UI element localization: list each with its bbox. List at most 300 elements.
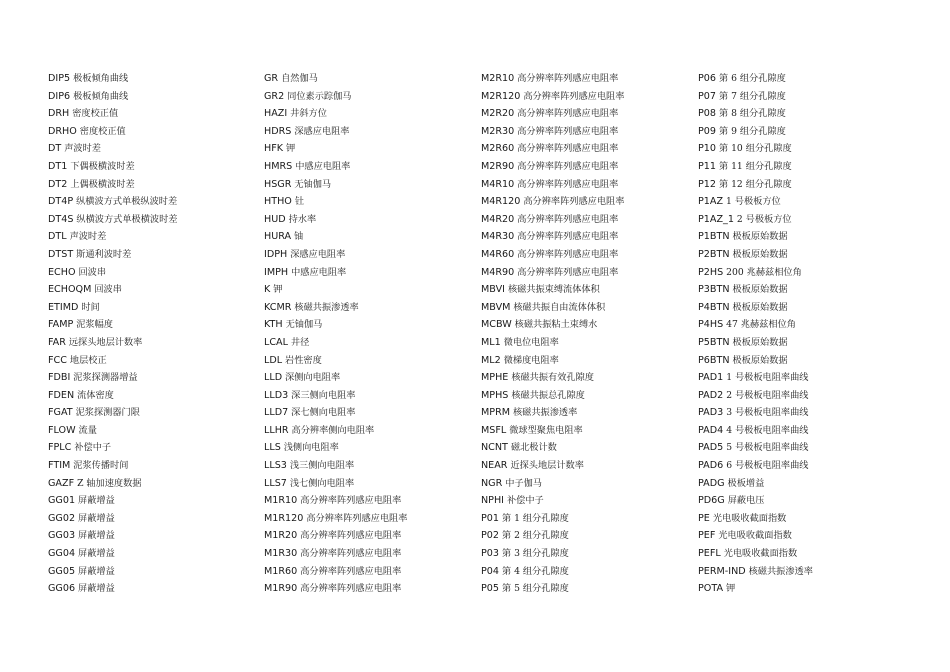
glossary-entry [481, 580, 696, 598]
curve-description: 1 号极板电阻率曲线 [726, 372, 809, 384]
curve-code: GR [264, 73, 279, 84]
curve-description: 自然伽马 [281, 73, 318, 84]
curve-code: M4R30 [481, 231, 515, 243]
curve-description: 钾 [725, 583, 736, 595]
curve-code: DIP5 [48, 73, 71, 84]
curve-description: 无铀伽马 [294, 178, 332, 190]
glossary-entry [698, 246, 913, 264]
glossary-entry [264, 123, 479, 141]
curve-code: P12 [698, 178, 716, 190]
curve-description: 屏蔽增益 [78, 530, 115, 542]
curve-code: MBVM [481, 301, 511, 313]
glossary-entry [264, 158, 479, 176]
glossary-entry [698, 404, 913, 422]
curve-description: 极板增益 [727, 477, 765, 489]
curve-code: M1R90 [264, 583, 298, 595]
curve-description: 下偶极横波时差 [70, 160, 135, 172]
curve-description: 4 号极板电阻率曲线 [726, 424, 809, 436]
glossary-entry [48, 193, 263, 211]
curve-code: NGR [481, 477, 503, 489]
curve-description: 屏蔽增益 [78, 512, 115, 524]
glossary-entry [48, 369, 263, 387]
curve-code: PERM-IND [698, 565, 746, 577]
glossary-entry [698, 545, 913, 563]
curve-code: PD6G [698, 495, 725, 507]
curve-code: P10 [698, 143, 716, 155]
glossary-entry [264, 352, 479, 370]
curve-description: 极板原始数据 [732, 284, 788, 296]
curve-description: 极板原始数据 [732, 354, 788, 366]
curve-description: Z 轴加速度数据 [77, 477, 142, 489]
curve-code: ECHO [48, 266, 76, 278]
glossary-entry [48, 387, 263, 405]
glossary-entry [264, 88, 479, 106]
glossary-entry [264, 140, 479, 158]
glossary-entry [698, 176, 913, 194]
glossary-entry [481, 439, 696, 457]
glossary-entry [481, 334, 696, 352]
curve-code: HFK [264, 143, 284, 155]
curve-description: 补偿中子 [74, 442, 112, 454]
curve-description: 高分辨率阵列感应电阻率 [517, 160, 619, 172]
glossary-entry [264, 264, 479, 282]
glossary-column-2 [264, 70, 479, 598]
curve-description: 近探头地层计数率 [510, 460, 584, 472]
curve-code: HMRS [264, 160, 293, 172]
glossary-entry [264, 193, 479, 211]
curve-description: 光电吸收截面指数 [712, 512, 787, 524]
glossary-entry [264, 70, 479, 88]
glossary-entry [481, 527, 696, 545]
curve-description: 第 5 组分孔隙度 [501, 583, 569, 595]
curve-description: 无铀伽马 [285, 319, 323, 331]
glossary-entry [698, 439, 913, 457]
curve-code: PAD6 [698, 460, 724, 472]
curve-code: PAD5 [698, 442, 724, 454]
glossary-entry [481, 369, 696, 387]
curve-description: 高分辨率侧向电阻率 [291, 424, 375, 436]
glossary-entry [48, 580, 263, 598]
curve-description: 浅七侧向电阻率 [289, 477, 355, 489]
curve-code: LCAL [264, 336, 288, 348]
curve-code: HUD [264, 213, 286, 225]
curve-description: 第 4 组分孔隙度 [501, 565, 569, 577]
curve-code: FLOW [48, 424, 76, 436]
curve-code: FAR [48, 336, 66, 348]
glossary-entry [698, 563, 913, 581]
curve-description: 中感应电阻率 [295, 160, 351, 172]
curve-code: DT4P [48, 196, 74, 208]
glossary-entry [264, 475, 479, 493]
glossary-entry [48, 475, 263, 493]
curve-code: GG03 [48, 530, 76, 542]
curve-code: M2R20 [481, 108, 515, 120]
curve-code: P4BTN [698, 301, 730, 313]
curve-code: GR2 [264, 90, 285, 102]
glossary-entry [48, 158, 263, 176]
curve-code: GG04 [48, 548, 76, 560]
curve-code: FAMP [48, 319, 74, 331]
glossary-entry [481, 404, 696, 422]
curve-description: 第 12 组分孔隙度 [718, 178, 792, 190]
curve-code: LLD7 [264, 407, 289, 419]
curve-description: 中子伽马 [505, 477, 542, 489]
curve-description: 时间 [81, 301, 100, 313]
glossary-entry [698, 527, 913, 545]
curve-code: KCMR [264, 301, 292, 313]
curve-description: 密度校正值 [79, 125, 126, 137]
glossary-entry [48, 457, 263, 475]
glossary-entry [698, 475, 913, 493]
curve-description: 上偶极横波时差 [70, 178, 135, 190]
glossary-entry [264, 563, 479, 581]
glossary-entry [481, 299, 696, 317]
glossary-entry [698, 105, 913, 123]
glossary-entry [698, 281, 913, 299]
curve-description: 钍 [294, 196, 304, 208]
glossary-entry [698, 88, 913, 106]
glossary-entry [48, 563, 263, 581]
glossary-entry [264, 281, 479, 299]
curve-code: LDL [264, 354, 283, 366]
glossary-entry [481, 105, 696, 123]
glossary-entry [481, 316, 696, 334]
glossary-entry [481, 123, 696, 141]
curve-description: 声波时差 [64, 143, 101, 155]
curve-description: 地层校正 [69, 354, 107, 366]
curve-code: FTIM [48, 460, 71, 472]
curve-code: DTST [48, 248, 74, 260]
curve-description: 3 号极板电阻率曲线 [726, 407, 809, 419]
curve-description: 钾 [286, 143, 296, 155]
curve-code: P2BTN [698, 248, 730, 260]
curve-description: 核磁共振自由流体体积 [513, 301, 606, 313]
curve-description: 高分辨率阵列感应电阻率 [300, 565, 402, 577]
glossary-entry [48, 246, 263, 264]
curve-description: 泥浆传播时间 [73, 460, 129, 472]
curve-code: M4R10 [481, 178, 515, 190]
curve-code: FCC [48, 354, 67, 366]
curve-description: 200 兆赫兹相位角 [726, 266, 802, 278]
curve-code: P6BTN [698, 354, 730, 366]
curve-code: DRH [48, 108, 70, 120]
glossary-entry [481, 193, 696, 211]
glossary-entry [698, 387, 913, 405]
curve-code: P05 [481, 583, 499, 595]
glossary-entry [698, 228, 913, 246]
curve-code: P08 [698, 108, 716, 120]
glossary-entry [481, 176, 696, 194]
curve-code: ECHOQM [48, 284, 92, 296]
curve-code: MPRM [481, 407, 511, 419]
curve-code: FDBI [48, 372, 71, 384]
curve-code: DTL [48, 231, 67, 243]
curve-description: 同位素示踪伽马 [287, 90, 352, 102]
curve-description: 第 11 组分孔隙度 [718, 160, 792, 172]
glossary-entry [48, 404, 263, 422]
curve-code: PE [698, 512, 710, 524]
glossary-entry [48, 140, 263, 158]
glossary-entry [264, 387, 479, 405]
glossary-entry [264, 246, 479, 264]
curve-description: 高分辨率阵列感应电阻率 [300, 583, 402, 595]
curve-code: M2R90 [481, 160, 515, 172]
glossary-entry [481, 281, 696, 299]
curve-description: 远探头地层计数率 [68, 336, 143, 348]
glossary-entry [264, 105, 479, 123]
curve-code: P03 [481, 548, 499, 560]
glossary-column-1 [48, 70, 263, 598]
curve-description: 深三侧向电阻率 [291, 389, 356, 401]
curve-description: 高分辨率阵列感应电阻率 [517, 178, 619, 190]
curve-code: MPHS [481, 389, 509, 401]
curve-code: MPHE [481, 372, 509, 384]
glossary-entry [48, 211, 263, 229]
curve-code: LLD [264, 372, 283, 384]
glossary-entry [481, 475, 696, 493]
curve-code: M4R60 [481, 248, 515, 260]
glossary-entry [264, 334, 479, 352]
curve-code: M4R90 [481, 266, 515, 278]
curve-description: 泥浆幅度 [76, 319, 113, 331]
curve-code: P01 [481, 512, 499, 524]
glossary-entry [48, 123, 263, 141]
glossary-entry [48, 316, 263, 334]
curve-description: 微电位电阻率 [503, 336, 559, 348]
curve-code: P02 [481, 530, 499, 542]
curve-code: ML2 [481, 354, 501, 366]
curve-code: M1R10 [264, 495, 298, 507]
glossary-entry [698, 334, 913, 352]
glossary-entry [48, 299, 263, 317]
curve-description: 核磁共振束缚流体体积 [507, 284, 600, 296]
curve-code: PEFL [698, 548, 721, 560]
glossary-entry [698, 580, 913, 598]
curve-description: 第 1 组分孔隙度 [501, 512, 569, 524]
curve-code: HAZI [264, 108, 288, 120]
curve-code: ETIMD [48, 301, 79, 313]
curve-description: 微球型聚焦电阻率 [509, 424, 583, 436]
curve-description: 第 3 组分孔隙度 [501, 548, 569, 560]
curve-description: 高分辨率阵列感应电阻率 [517, 266, 619, 278]
curve-code: PAD1 [698, 372, 724, 384]
curve-description: 5 号极板电阻率曲线 [726, 442, 809, 454]
glossary-column-4 [698, 70, 913, 598]
glossary-entry [264, 422, 479, 440]
curve-description: 极板原始数据 [732, 248, 788, 260]
curve-description: 流量 [78, 424, 97, 436]
curve-description: 回波串 [78, 266, 107, 278]
glossary-entry [48, 527, 263, 545]
glossary-entry [264, 457, 479, 475]
curve-description: 核磁共振渗透率 [294, 301, 359, 313]
curve-description: 铀 [294, 231, 304, 243]
curve-code: MSFL [481, 424, 507, 436]
glossary-entry [48, 334, 263, 352]
curve-description: 极板原始数据 [732, 336, 788, 348]
glossary-entry [698, 140, 913, 158]
glossary-entry [48, 352, 263, 370]
glossary-entry [698, 211, 913, 229]
curve-code: P4HS [698, 319, 724, 331]
glossary-entry [48, 422, 263, 440]
curve-description: 2 号极板方位 [736, 213, 792, 225]
glossary-entry [264, 176, 479, 194]
glossary-entry [48, 545, 263, 563]
curve-description: 极板原始数据 [732, 301, 788, 313]
glossary-entry [264, 316, 479, 334]
curve-code: DT2 [48, 178, 68, 190]
curve-code: P5BTN [698, 336, 730, 348]
curve-description: 第 9 组分孔隙度 [718, 125, 786, 137]
curve-description: 浅侧向电阻率 [283, 442, 339, 454]
curve-description: 声波时差 [69, 231, 107, 243]
curve-code: P1AZ_1 [698, 213, 734, 225]
curve-description: 光电吸收截面指数 [718, 530, 792, 542]
glossary-entry [264, 404, 479, 422]
glossary-entry [481, 510, 696, 528]
glossary-entry [264, 228, 479, 246]
curve-description: 1 号极板方位 [726, 196, 781, 208]
curve-code: MCBW [481, 319, 512, 331]
curve-description: 斯通利波时差 [76, 248, 132, 260]
curve-code: P3BTN [698, 284, 730, 296]
curve-description: 流体密度 [77, 389, 114, 401]
glossary-entry [264, 439, 479, 457]
curve-code: GAZF [48, 477, 75, 489]
curve-code: P06 [698, 73, 716, 84]
curve-description: 磁北极计数 [510, 442, 557, 454]
glossary-entry [481, 228, 696, 246]
curve-description: 泥浆探测器门限 [75, 407, 140, 419]
curve-code: DT [48, 143, 62, 155]
curve-code: M1R60 [264, 565, 298, 577]
curve-code: LLHR [264, 424, 289, 436]
glossary-entry [698, 70, 913, 88]
curve-description: 第 7 组分孔隙度 [718, 90, 786, 102]
curve-code: M2R10 [481, 73, 515, 84]
curve-code: LLD3 [264, 389, 289, 401]
glossary-entry [264, 510, 479, 528]
curve-description: 微梯度电阻率 [503, 354, 559, 366]
glossary-entry [48, 264, 263, 282]
glossary-entry [481, 545, 696, 563]
curve-code: K [264, 284, 271, 296]
curve-code: IDPH [264, 248, 288, 260]
curve-code: P07 [698, 90, 716, 102]
curve-code: MBVI [481, 284, 505, 296]
curve-description: 屏蔽增益 [78, 565, 115, 577]
curve-code: LLS3 [264, 460, 287, 472]
curve-code: HURA [264, 231, 292, 243]
curve-description: 第 6 组分孔隙度 [718, 73, 786, 84]
curve-description: 极板倾角曲线 [73, 73, 129, 84]
curve-code: P04 [481, 565, 499, 577]
curve-code: P09 [698, 125, 716, 137]
glossary-entry [698, 457, 913, 475]
curve-description: 井斜方位 [290, 108, 327, 120]
curve-code: GG06 [48, 583, 76, 595]
glossary-entry [698, 316, 913, 334]
glossary-entry [481, 264, 696, 282]
curve-description: 深感应电阻率 [294, 125, 350, 137]
curve-description: 纵横波方式单极横波时差 [76, 213, 178, 225]
curve-description: 6 号极板电阻率曲线 [726, 460, 809, 472]
glossary-entry [698, 299, 913, 317]
curve-description: 补偿中子 [506, 495, 544, 507]
curve-description: 高分辨率阵列感应电阻率 [517, 143, 619, 155]
curve-code: M2R120 [481, 90, 521, 102]
curve-description: 高分辨率阵列感应电阻率 [300, 495, 402, 507]
curve-description: 高分辨率阵列感应电阻率 [306, 512, 408, 524]
curve-description: 高分辨率阵列感应电阻率 [517, 108, 619, 120]
glossary-entry [48, 510, 263, 528]
glossary-entry [481, 70, 696, 88]
curve-description: 纵横波方式单极纵波时差 [76, 196, 178, 208]
glossary-entry [698, 492, 913, 510]
curve-description: 核磁共振粘土束缚水 [514, 319, 598, 331]
glossary-entry [698, 369, 913, 387]
glossary-entry [264, 299, 479, 317]
curve-description: 核磁共振有效孔隙度 [511, 372, 594, 384]
glossary-entry [481, 387, 696, 405]
curve-code: NPHI [481, 495, 505, 507]
curve-description: 高分辨率阵列感应电阻率 [517, 125, 619, 137]
curve-code: ML1 [481, 336, 501, 348]
glossary-entry [48, 492, 263, 510]
curve-code: M4R120 [481, 196, 521, 208]
glossary-entry [264, 527, 479, 545]
glossary-entry [698, 193, 913, 211]
curve-description: 井径 [290, 336, 310, 348]
curve-description: 深感应电阻率 [290, 248, 346, 260]
curve-description: 极板倾角曲线 [73, 90, 129, 102]
curve-description: 屏蔽电压 [727, 495, 765, 507]
glossary-entry [698, 510, 913, 528]
glossary-entry [481, 457, 696, 475]
curve-description: 第 2 组分孔隙度 [501, 530, 569, 542]
curve-code: GG01 [48, 495, 76, 507]
glossary-entry [698, 158, 913, 176]
curve-description: 高分辨率阵列感应电阻率 [523, 196, 625, 208]
glossary-entry [698, 422, 913, 440]
glossary-entry [264, 545, 479, 563]
curve-code: M1R120 [264, 512, 304, 524]
glossary-entry [264, 211, 479, 229]
glossary-entry [481, 211, 696, 229]
curve-code: M2R60 [481, 143, 515, 155]
curve-description: 光电吸收截面指数 [723, 548, 798, 560]
curve-code: M1R20 [264, 530, 298, 542]
curve-code: NCNT [481, 442, 508, 454]
curve-code: FDEN [48, 389, 75, 401]
curve-description: 中感应电阻率 [291, 266, 347, 278]
curve-description: 岩性密度 [285, 354, 322, 366]
curve-description: 2 号极板电阻率曲线 [726, 389, 809, 401]
glossary-entry [481, 492, 696, 510]
glossary-entry [48, 281, 263, 299]
glossary-entry [264, 369, 479, 387]
glossary-entry [481, 563, 696, 581]
curve-description: 高分辨率阵列感应电阻率 [300, 548, 402, 560]
curve-description: 深侧向电阻率 [285, 372, 341, 384]
curve-code: HDRS [264, 125, 292, 137]
curve-description: 核磁共振渗透率 [512, 407, 578, 419]
glossary-entry [48, 228, 263, 246]
curve-code: PAD2 [698, 389, 724, 401]
curve-code: DT1 [48, 160, 68, 172]
curve-code: NEAR [481, 460, 508, 472]
